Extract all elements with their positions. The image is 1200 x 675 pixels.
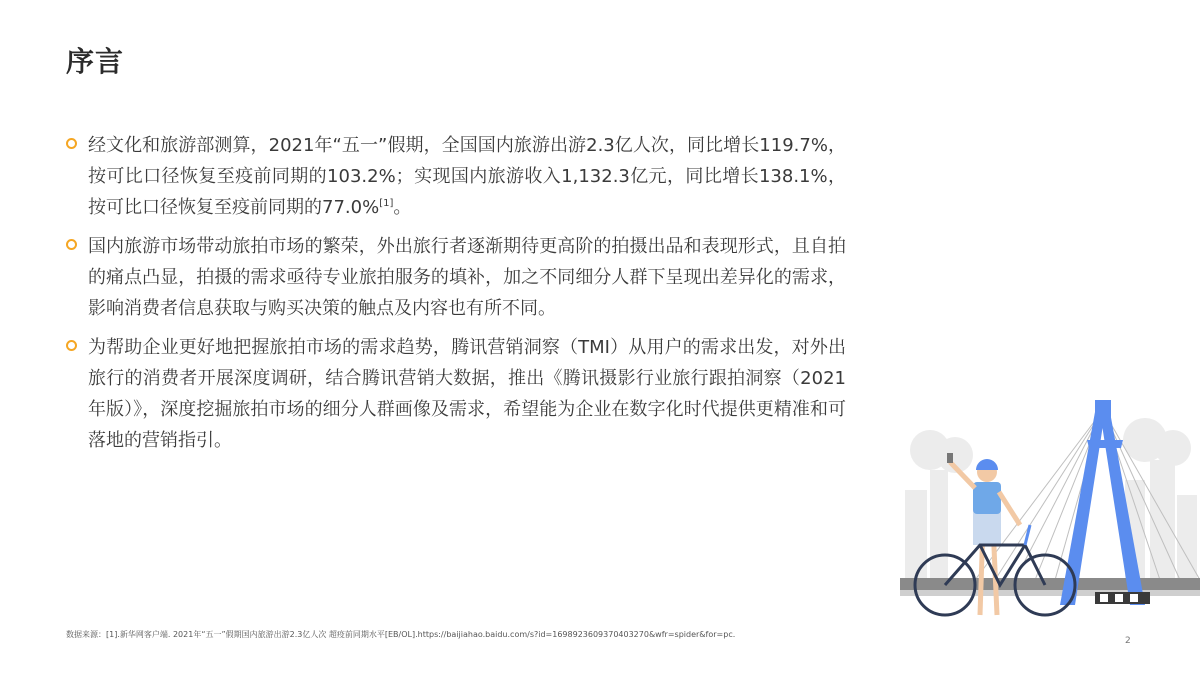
page-title: 序言 [66, 45, 125, 78]
page-number: 2 [1125, 636, 1131, 646]
list-item [66, 231, 846, 324]
bullet-circle-icon [66, 239, 77, 250]
bullet-text [88, 231, 846, 324]
data-source-footnote: 数据来源：[1].新华网客户端. 2021年“五一”假期国内旅游出游2.3亿人次 超疫前同期水平[EB/OL].https://baijiahao.baidu.com/s?id=1698923609370403270&wfr=spider&for=pc. [66, 630, 736, 639]
bullet-circle-icon [66, 340, 77, 351]
bullet-text [88, 332, 846, 456]
bullet-text-tail: 。 [393, 197, 412, 218]
bullet-text [88, 130, 846, 223]
bullet-text-body: 为帮助企业更好地把握旅拍市场的需求趋势，腾讯营销洞察（TMI）从用户的需求出发，对外出旅行的消费者开展深度调研，结合腾讯营销大数据，推出《腾讯摄影行业旅行跟拍洞察（2021年版）》，深度挖掘旅拍市场的细分人群画像及需求，希望能为企业在数字化时代提供更精准和可落地的营销指引。 [88, 337, 846, 451]
bullet-text-body: 国内旅游市场带动旅拍市场的繁荣，外出旅行者逐渐期待更高阶的拍摄出品和表现形式，且自拍的痛点凸显，拍摄的需求亟待专业旅拍服务的填补，加之不同细分人群下呈现出差异化的需求，影响消费者信息获取与购买决策的触点及内容也有所不同。 [88, 236, 846, 319]
citation-marker: [1] [379, 198, 394, 209]
list-item [66, 332, 846, 456]
bullet-text-body: 经文化和旅游部测算，2021年“五一”假期，全国国内旅游出游2.3亿人次，同比增长119.7%，按可比口径恢复至疫前同期的103.2%；实现国内旅游收入1,132.3亿元，同比增长138.1%，按可比口径恢复至疫前同期的77.0% [88, 135, 846, 218]
bullet-list [66, 130, 846, 464]
cyclist-bridge-illustration [895, 330, 1200, 630]
bullet-circle-icon [66, 138, 77, 149]
list-item [66, 130, 846, 223]
